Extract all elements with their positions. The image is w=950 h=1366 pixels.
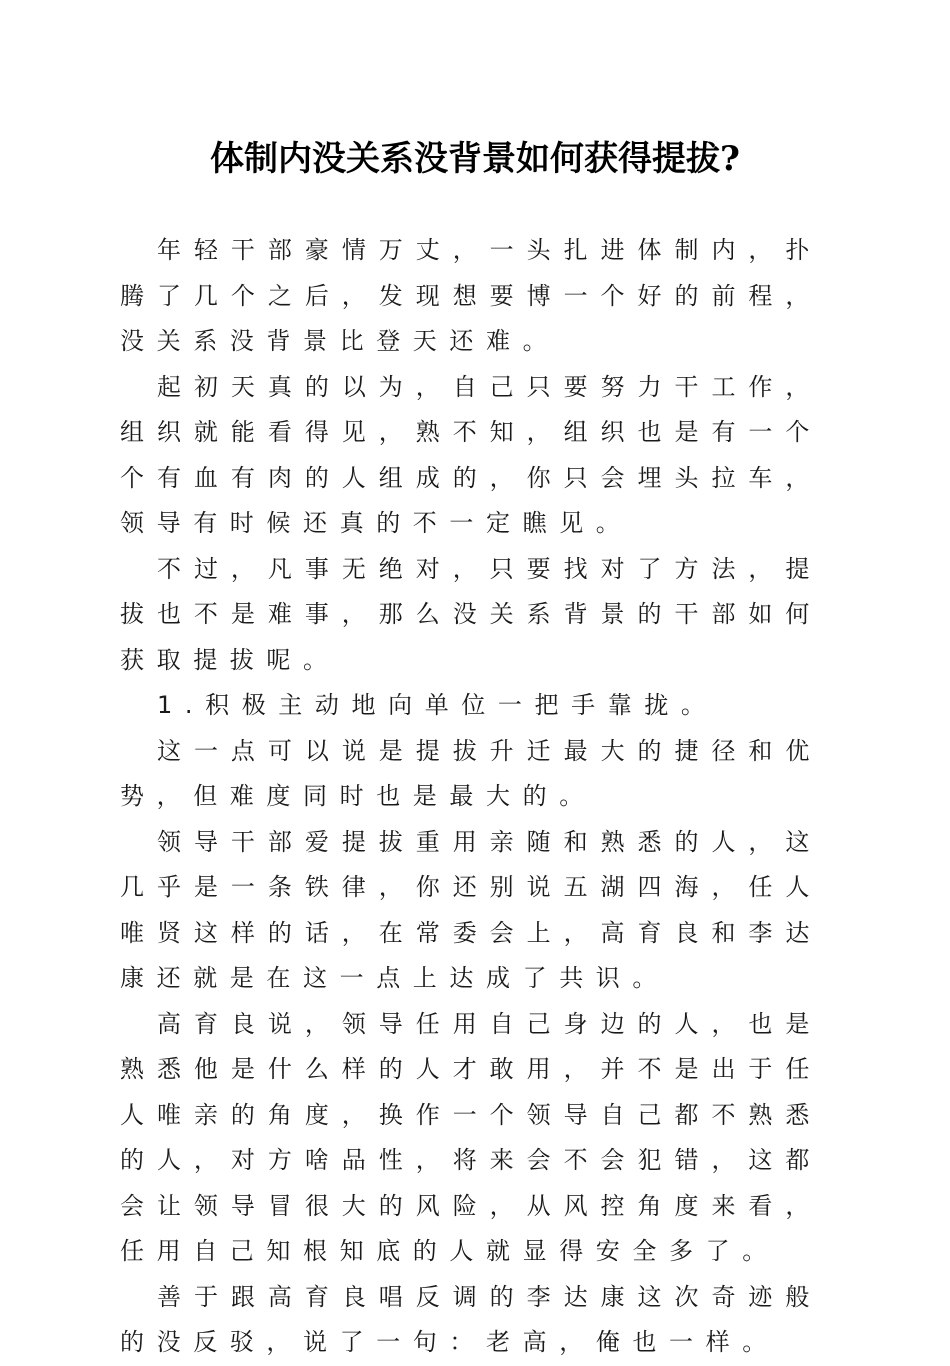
paragraph-point-1-heading: 1.积极主动地向单位一把手靠拢。 [157,691,718,719]
document-body [120,228,822,1366]
paragraph-shortcut: 这一点可以说是提拔升迁最大的捷径和优势，但难度同时也是最大的。 [120,736,822,810]
paragraph-gao-yuliang-quote: 高育良说，领导任用自己身边的人，也是熟悉他是什么样的人才敢用，并不是出于任人唯亲的角度，换作一个领导自己都不熟悉的人，对方啥品性，将来会不会犯错，这都会让领导冒很大的风险，从风控角度来看，任用自己知根知底的人就显得安全多了。 [120,1009,822,1265]
paragraph-iron-rule: 领导干部爱提拔重用亲随和熟悉的人，这几乎是一条铁律，你还别说五湖四海，任人唯贤这样的话，在常委会上，高育良和李达康还就是在这一点上达成了共识。 [120,827,822,992]
paragraph-intro: 年轻干部豪情万丈，一头扎进体制内，扑腾了几个之后，发现想要博一个好的前程，没关系没背景比登天还难。 [120,236,822,355]
paragraph-li-dakang-reply: 善于跟高育良唱反调的李达康这次奇迹般的没反驳，说了一句：老高，俺也一样。 [120,1282,822,1356]
paragraph-method: 不过，凡事无绝对，只要找对了方法，提拔也不是难事，那么没关系背景的干部如何获取提拔呢。 [120,554,822,674]
paragraph-naive-assumption: 起初天真的以为，自己只要努力干工作，组织就能看得见，熟不知，组织也是有一个个有血有肉的人组成的，你只会埋头拉车，领导有时候还真的不一定瞧见。 [120,372,822,537]
document-title: 体制内没关系没背景如何获得提拔? [210,139,740,179]
